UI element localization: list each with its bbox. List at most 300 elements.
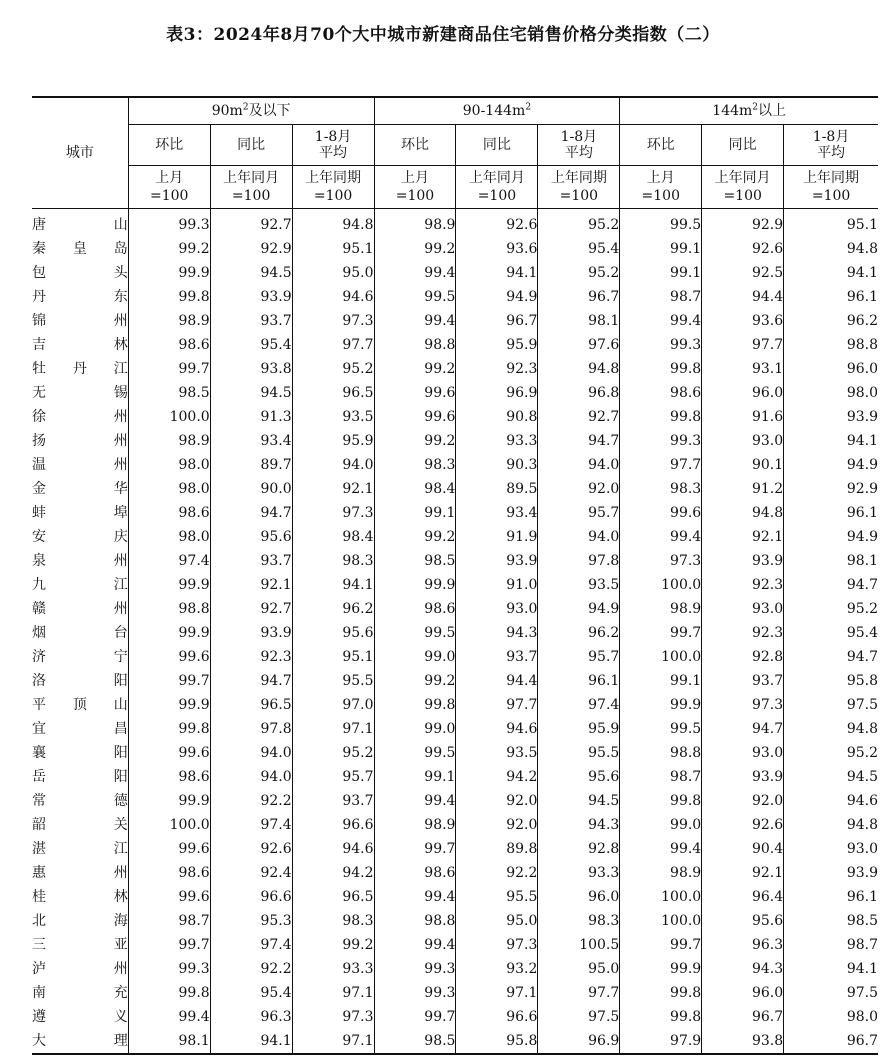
index-value-cell: 94.4 bbox=[702, 285, 784, 309]
index-value-cell: 95.5 bbox=[292, 669, 374, 693]
index-value-cell: 97.8 bbox=[538, 549, 620, 573]
city-name: 泸州 bbox=[32, 961, 128, 977]
table-row bbox=[32, 693, 878, 717]
table-row bbox=[32, 261, 878, 285]
index-value-cell: 95.7 bbox=[292, 765, 374, 789]
table-row bbox=[32, 909, 878, 933]
index-value-cell: 96.5 bbox=[292, 885, 374, 909]
index-value-cell: 98.6 bbox=[128, 501, 210, 525]
index-value-cell: 95.9 bbox=[456, 333, 538, 357]
base-period-header bbox=[210, 166, 292, 209]
index-value-cell: 94.6 bbox=[292, 285, 374, 309]
group-header-suffix: 以上 bbox=[758, 103, 787, 119]
index-value-cell: 92.1 bbox=[702, 861, 784, 885]
table-title: 表3：2024年8月70个大中城市新建商品住宅销售价格分类指数（二） bbox=[166, 25, 720, 45]
index-value-cell: 98.9 bbox=[374, 209, 456, 238]
index-value-cell: 99.3 bbox=[620, 429, 702, 453]
sub-header bbox=[456, 125, 538, 166]
sub-header bbox=[210, 125, 292, 166]
city-name: 牡丹江 bbox=[32, 361, 128, 377]
index-value-cell: 97.4 bbox=[538, 693, 620, 717]
index-value-cell: 98.3 bbox=[292, 549, 374, 573]
index-value-cell: 96.2 bbox=[538, 621, 620, 645]
index-value-cell: 99.4 bbox=[620, 309, 702, 333]
index-value-cell: 93.5 bbox=[456, 741, 538, 765]
index-value-cell: 93.3 bbox=[292, 957, 374, 981]
index-value-cell: 95.1 bbox=[784, 209, 878, 238]
base-period-value: =100 bbox=[477, 188, 517, 204]
sub-header bbox=[292, 125, 374, 166]
index-value-cell: 92.6 bbox=[702, 237, 784, 261]
base-period-value: =100 bbox=[559, 188, 599, 204]
index-value-cell: 95.2 bbox=[538, 209, 620, 238]
index-value-cell: 99.9 bbox=[128, 573, 210, 597]
index-value-cell: 93.0 bbox=[702, 597, 784, 621]
index-value-cell: 92.6 bbox=[210, 837, 292, 861]
index-value-cell: 96.1 bbox=[784, 885, 878, 909]
base-period-header bbox=[620, 166, 702, 209]
index-value-cell: 94.1 bbox=[292, 573, 374, 597]
sub-header-line1: 环比 bbox=[155, 137, 184, 153]
city-name: 湛江 bbox=[32, 841, 128, 857]
index-value-cell: 94.8 bbox=[784, 717, 878, 741]
table-row bbox=[32, 981, 878, 1005]
index-value-cell: 95.6 bbox=[292, 621, 374, 645]
index-value-cell: 98.7 bbox=[128, 909, 210, 933]
index-value-cell: 99.1 bbox=[374, 765, 456, 789]
index-value-cell: 94.9 bbox=[784, 453, 878, 477]
sub-header-line2: 平均 bbox=[564, 145, 593, 161]
index-value-cell: 92.6 bbox=[702, 813, 784, 837]
index-value-cell: 99.2 bbox=[374, 357, 456, 381]
index-value-cell: 95.2 bbox=[784, 741, 878, 765]
index-value-cell: 92.7 bbox=[210, 597, 292, 621]
index-value-cell: 99.4 bbox=[374, 789, 456, 813]
index-value-cell: 96.7 bbox=[456, 309, 538, 333]
index-value-cell: 93.0 bbox=[702, 741, 784, 765]
index-value-cell: 95.7 bbox=[538, 645, 620, 669]
index-value-cell: 100.5 bbox=[538, 933, 620, 957]
index-value-cell: 93.7 bbox=[456, 645, 538, 669]
index-value-cell: 94.0 bbox=[538, 525, 620, 549]
sub-header-line1: 1-8月 bbox=[560, 129, 598, 145]
index-value-cell: 94.1 bbox=[210, 1029, 292, 1054]
index-value-cell: 97.7 bbox=[538, 981, 620, 1005]
index-value-cell: 94.9 bbox=[538, 597, 620, 621]
index-value-cell: 94.7 bbox=[784, 573, 878, 597]
index-value-cell: 98.1 bbox=[128, 1029, 210, 1054]
index-value-cell: 99.3 bbox=[128, 957, 210, 981]
base-period-header bbox=[292, 166, 374, 209]
group-header-label: 144m bbox=[712, 103, 753, 119]
sub-header bbox=[128, 125, 210, 166]
index-value-cell: 94.2 bbox=[456, 765, 538, 789]
base-period-label: 上年同期 bbox=[550, 170, 607, 186]
table-row bbox=[32, 861, 878, 885]
index-value-cell: 97.8 bbox=[210, 717, 292, 741]
city-name: 南充 bbox=[32, 985, 128, 1001]
city-name: 扬州 bbox=[32, 433, 128, 449]
index-value-cell: 95.4 bbox=[210, 981, 292, 1005]
index-value-cell: 96.0 bbox=[538, 885, 620, 909]
city-name: 常德 bbox=[32, 793, 128, 809]
index-value-cell: 98.1 bbox=[784, 549, 878, 573]
base-period-label: 上年同期 bbox=[305, 170, 362, 186]
table-row bbox=[32, 669, 878, 693]
base-period-value: =100 bbox=[811, 188, 851, 204]
table-row bbox=[32, 309, 878, 333]
index-value-cell: 98.8 bbox=[784, 333, 878, 357]
index-value-cell: 98.8 bbox=[374, 333, 456, 357]
table-row bbox=[32, 957, 878, 981]
table-row bbox=[32, 885, 878, 909]
index-value-cell: 93.9 bbox=[456, 549, 538, 573]
index-value-cell: 94.7 bbox=[538, 429, 620, 453]
index-value-cell: 90.3 bbox=[456, 453, 538, 477]
index-value-cell: 95.5 bbox=[538, 741, 620, 765]
index-value-cell: 92.0 bbox=[456, 813, 538, 837]
base-period-header bbox=[702, 166, 784, 209]
index-value-cell: 95.0 bbox=[538, 957, 620, 981]
index-value-cell: 98.6 bbox=[128, 861, 210, 885]
index-value-cell: 98.5 bbox=[784, 909, 878, 933]
city-name: 济宁 bbox=[32, 649, 128, 665]
index-value-cell: 92.3 bbox=[702, 573, 784, 597]
index-value-cell: 92.5 bbox=[702, 261, 784, 285]
index-value-cell: 92.3 bbox=[210, 645, 292, 669]
index-value-cell: 94.0 bbox=[210, 741, 292, 765]
index-value-cell: 99.7 bbox=[620, 621, 702, 645]
index-value-cell: 96.6 bbox=[210, 885, 292, 909]
sub-header-line1: 同比 bbox=[482, 137, 511, 153]
index-value-cell: 98.6 bbox=[128, 765, 210, 789]
index-value-cell: 99.8 bbox=[128, 285, 210, 309]
index-value-cell: 99.9 bbox=[620, 957, 702, 981]
table-row bbox=[32, 1029, 878, 1054]
index-value-cell: 99.1 bbox=[620, 237, 702, 261]
index-value-cell: 97.3 bbox=[456, 933, 538, 957]
index-value-cell: 96.1 bbox=[538, 669, 620, 693]
index-value-cell: 94.8 bbox=[784, 813, 878, 837]
index-value-cell: 93.0 bbox=[784, 837, 878, 861]
index-value-cell: 93.5 bbox=[292, 405, 374, 429]
index-value-cell: 95.8 bbox=[784, 669, 878, 693]
city-name: 宜昌 bbox=[32, 721, 128, 737]
index-value-cell: 92.9 bbox=[702, 209, 784, 238]
index-value-cell: 93.0 bbox=[702, 429, 784, 453]
base-period-label: 上月 bbox=[400, 170, 429, 186]
city-name: 包头 bbox=[32, 265, 128, 281]
index-value-cell: 94.3 bbox=[702, 957, 784, 981]
index-value-cell: 97.3 bbox=[702, 693, 784, 717]
index-value-cell: 93.9 bbox=[784, 405, 878, 429]
table-row bbox=[32, 933, 878, 957]
index-value-cell: 99.1 bbox=[374, 501, 456, 525]
base-period-value: =100 bbox=[150, 188, 189, 204]
index-value-cell: 92.0 bbox=[702, 789, 784, 813]
sub-header bbox=[538, 125, 620, 166]
index-value-cell: 99.8 bbox=[620, 981, 702, 1005]
table-row bbox=[32, 237, 878, 261]
index-value-cell: 99.8 bbox=[620, 1005, 702, 1029]
index-value-cell: 90.1 bbox=[702, 453, 784, 477]
table-row bbox=[32, 837, 878, 861]
index-value-cell: 94.7 bbox=[210, 669, 292, 693]
index-value-cell: 95.8 bbox=[456, 1029, 538, 1054]
index-value-cell: 99.7 bbox=[374, 1005, 456, 1029]
index-value-cell: 94.6 bbox=[456, 717, 538, 741]
index-value-cell: 99.5 bbox=[620, 209, 702, 238]
index-value-cell: 95.9 bbox=[538, 717, 620, 741]
table-row bbox=[32, 549, 878, 573]
sub-header-line1: 环比 bbox=[400, 137, 429, 153]
index-value-cell: 93.6 bbox=[702, 309, 784, 333]
index-value-cell: 92.8 bbox=[538, 837, 620, 861]
table-row bbox=[32, 573, 878, 597]
base-period-value: =100 bbox=[231, 188, 271, 204]
index-value-cell: 96.1 bbox=[784, 501, 878, 525]
index-value-cell: 93.9 bbox=[702, 549, 784, 573]
table-row bbox=[32, 789, 878, 813]
index-value-cell: 100.0 bbox=[128, 405, 210, 429]
index-value-cell: 97.7 bbox=[292, 333, 374, 357]
index-value-cell: 97.4 bbox=[128, 549, 210, 573]
index-value-cell: 96.8 bbox=[538, 381, 620, 405]
price-index-table bbox=[32, 96, 878, 1055]
sub-header-line2: 平均 bbox=[817, 145, 846, 161]
index-value-cell: 94.8 bbox=[702, 501, 784, 525]
index-value-cell: 96.0 bbox=[784, 357, 878, 381]
index-value-cell: 98.7 bbox=[620, 765, 702, 789]
index-value-cell: 90.4 bbox=[702, 837, 784, 861]
city-name: 韶关 bbox=[32, 817, 128, 833]
index-value-cell: 93.6 bbox=[456, 237, 538, 261]
index-value-cell: 99.6 bbox=[128, 885, 210, 909]
index-value-cell: 95.0 bbox=[456, 909, 538, 933]
city-name: 徐州 bbox=[32, 409, 128, 425]
index-value-cell: 93.7 bbox=[210, 309, 292, 333]
index-value-cell: 94.9 bbox=[784, 525, 878, 549]
city-name: 唐山 bbox=[32, 217, 128, 233]
index-value-cell: 95.7 bbox=[538, 501, 620, 525]
index-value-cell: 98.8 bbox=[128, 597, 210, 621]
index-value-cell: 97.7 bbox=[620, 453, 702, 477]
index-value-cell: 99.4 bbox=[374, 933, 456, 957]
table-row bbox=[32, 477, 878, 501]
index-value-cell: 91.9 bbox=[456, 525, 538, 549]
city-name: 无锡 bbox=[32, 385, 128, 401]
table-row bbox=[32, 285, 878, 309]
index-value-cell: 95.4 bbox=[538, 237, 620, 261]
index-value-cell: 97.4 bbox=[210, 813, 292, 837]
index-value-cell: 95.5 bbox=[456, 885, 538, 909]
index-value-cell: 94.5 bbox=[784, 765, 878, 789]
index-value-cell: 93.1 bbox=[702, 357, 784, 381]
index-value-cell: 97.5 bbox=[538, 1005, 620, 1029]
base-period-value: =100 bbox=[723, 188, 762, 204]
index-value-cell: 95.2 bbox=[292, 357, 374, 381]
index-value-cell: 92.0 bbox=[538, 477, 620, 501]
table-row bbox=[32, 813, 878, 837]
index-value-cell: 95.2 bbox=[292, 741, 374, 765]
index-value-cell: 98.4 bbox=[374, 477, 456, 501]
group-header-superscript: 2 bbox=[525, 102, 532, 113]
index-value-cell: 94.7 bbox=[784, 645, 878, 669]
base-period-label: 上年同月 bbox=[223, 170, 280, 186]
index-value-cell: 99.5 bbox=[620, 717, 702, 741]
index-value-cell: 98.8 bbox=[374, 909, 456, 933]
index-value-cell: 99.7 bbox=[128, 357, 210, 381]
index-value-cell: 99.7 bbox=[620, 933, 702, 957]
index-value-cell: 91.6 bbox=[702, 405, 784, 429]
index-value-cell: 94.1 bbox=[784, 957, 878, 981]
city-name: 九江 bbox=[32, 577, 128, 593]
index-value-cell: 93.8 bbox=[210, 357, 292, 381]
index-value-cell: 99.9 bbox=[128, 789, 210, 813]
index-value-cell: 99.8 bbox=[374, 693, 456, 717]
index-value-cell: 96.9 bbox=[456, 381, 538, 405]
index-value-cell: 98.0 bbox=[784, 1005, 878, 1029]
index-value-cell: 92.1 bbox=[702, 525, 784, 549]
index-value-cell: 98.8 bbox=[620, 741, 702, 765]
index-value-cell: 95.9 bbox=[292, 429, 374, 453]
index-value-cell: 92.7 bbox=[210, 209, 292, 238]
index-value-cell: 92.9 bbox=[784, 477, 878, 501]
index-value-cell: 93.7 bbox=[702, 669, 784, 693]
index-value-cell: 94.9 bbox=[456, 285, 538, 309]
index-value-cell: 98.9 bbox=[128, 309, 210, 333]
table-row bbox=[32, 453, 878, 477]
index-value-cell: 92.9 bbox=[210, 237, 292, 261]
city-name: 北海 bbox=[32, 913, 128, 929]
index-value-cell: 93.4 bbox=[210, 429, 292, 453]
base-period-header bbox=[456, 166, 538, 209]
index-value-cell: 99.9 bbox=[620, 693, 702, 717]
index-value-cell: 100.0 bbox=[620, 573, 702, 597]
index-value-cell: 96.3 bbox=[702, 933, 784, 957]
index-value-cell: 89.5 bbox=[456, 477, 538, 501]
index-value-cell: 98.5 bbox=[374, 549, 456, 573]
sub-header-line1: 1-8月 bbox=[812, 129, 850, 145]
group-header bbox=[620, 97, 878, 125]
index-value-cell: 97.1 bbox=[456, 981, 538, 1005]
index-value-cell: 89.8 bbox=[456, 837, 538, 861]
index-value-cell: 99.4 bbox=[374, 309, 456, 333]
index-value-cell: 93.9 bbox=[702, 765, 784, 789]
index-value-cell: 99.9 bbox=[128, 621, 210, 645]
index-value-cell: 97.7 bbox=[456, 693, 538, 717]
index-value-cell: 97.1 bbox=[292, 981, 374, 1005]
group-header-suffix: 及以下 bbox=[248, 103, 291, 119]
index-value-cell: 97.3 bbox=[292, 1005, 374, 1029]
base-period-value: =100 bbox=[313, 188, 353, 204]
index-value-cell: 98.0 bbox=[128, 525, 210, 549]
index-value-cell: 93.9 bbox=[784, 861, 878, 885]
base-period-label: 上月 bbox=[646, 170, 675, 186]
index-value-cell: 97.1 bbox=[292, 1029, 374, 1054]
index-value-cell: 97.4 bbox=[210, 933, 292, 957]
index-value-cell: 94.1 bbox=[784, 429, 878, 453]
index-value-cell: 92.6 bbox=[456, 209, 538, 238]
sub-header-line1: 1-8月 bbox=[314, 129, 352, 145]
index-value-cell: 99.5 bbox=[374, 285, 456, 309]
index-value-cell: 95.2 bbox=[784, 597, 878, 621]
index-value-cell: 96.6 bbox=[456, 1005, 538, 1029]
table-row bbox=[32, 405, 878, 429]
index-value-cell: 93.3 bbox=[456, 429, 538, 453]
sub-header-line2: 平均 bbox=[319, 145, 348, 161]
index-value-cell: 99.4 bbox=[374, 885, 456, 909]
index-value-cell: 94.1 bbox=[456, 261, 538, 285]
index-value-cell: 93.2 bbox=[456, 957, 538, 981]
index-value-cell: 99.2 bbox=[374, 669, 456, 693]
index-value-cell: 94.8 bbox=[784, 237, 878, 261]
city-name: 温州 bbox=[32, 457, 128, 473]
index-value-cell: 92.2 bbox=[210, 789, 292, 813]
city-name: 丹东 bbox=[32, 289, 128, 305]
index-value-cell: 99.1 bbox=[620, 669, 702, 693]
index-value-cell: 93.5 bbox=[538, 573, 620, 597]
sub-header bbox=[784, 125, 878, 166]
index-value-cell: 94.6 bbox=[292, 837, 374, 861]
table-row bbox=[32, 1005, 878, 1029]
table-row bbox=[32, 621, 878, 645]
index-value-cell: 99.6 bbox=[128, 645, 210, 669]
index-value-cell: 93.9 bbox=[210, 621, 292, 645]
index-value-cell: 99.0 bbox=[374, 717, 456, 741]
city-name: 泉州 bbox=[32, 553, 128, 569]
base-period-label: 上年同期 bbox=[803, 170, 860, 186]
index-value-cell: 99.6 bbox=[620, 501, 702, 525]
table-row bbox=[32, 429, 878, 453]
index-value-cell: 89.7 bbox=[210, 453, 292, 477]
index-value-cell: 94.4 bbox=[456, 669, 538, 693]
index-value-cell: 95.1 bbox=[292, 645, 374, 669]
table-row bbox=[32, 381, 878, 405]
base-period-label: 上月 bbox=[155, 170, 184, 186]
index-value-cell: 99.6 bbox=[128, 741, 210, 765]
index-value-cell: 96.2 bbox=[292, 597, 374, 621]
index-value-cell: 94.3 bbox=[456, 621, 538, 645]
base-period-value: =100 bbox=[641, 188, 680, 204]
index-value-cell: 96.2 bbox=[784, 309, 878, 333]
city-name: 平顶山 bbox=[32, 697, 128, 713]
index-value-cell: 99.3 bbox=[374, 957, 456, 981]
index-value-cell: 90.0 bbox=[210, 477, 292, 501]
group-header-superscript: 2 bbox=[242, 102, 249, 113]
index-value-cell: 95.3 bbox=[210, 909, 292, 933]
index-value-cell: 98.3 bbox=[620, 477, 702, 501]
index-value-cell: 98.1 bbox=[538, 309, 620, 333]
index-value-cell: 93.0 bbox=[456, 597, 538, 621]
index-value-cell: 95.6 bbox=[702, 909, 784, 933]
index-value-cell: 99.9 bbox=[128, 261, 210, 285]
city-name: 蚌埠 bbox=[32, 505, 128, 521]
index-value-cell: 98.9 bbox=[620, 597, 702, 621]
index-value-cell: 94.8 bbox=[292, 209, 374, 238]
city-name: 惠州 bbox=[32, 865, 128, 881]
index-value-cell: 90.8 bbox=[456, 405, 538, 429]
sub-header bbox=[702, 125, 784, 166]
index-value-cell: 93.7 bbox=[292, 789, 374, 813]
index-value-cell: 92.1 bbox=[292, 477, 374, 501]
index-value-cell: 93.7 bbox=[210, 549, 292, 573]
index-value-cell: 91.2 bbox=[702, 477, 784, 501]
index-value-cell: 99.8 bbox=[128, 717, 210, 741]
index-value-cell: 99.0 bbox=[620, 813, 702, 837]
city-name: 桂林 bbox=[32, 889, 128, 905]
index-value-cell: 99.8 bbox=[620, 357, 702, 381]
